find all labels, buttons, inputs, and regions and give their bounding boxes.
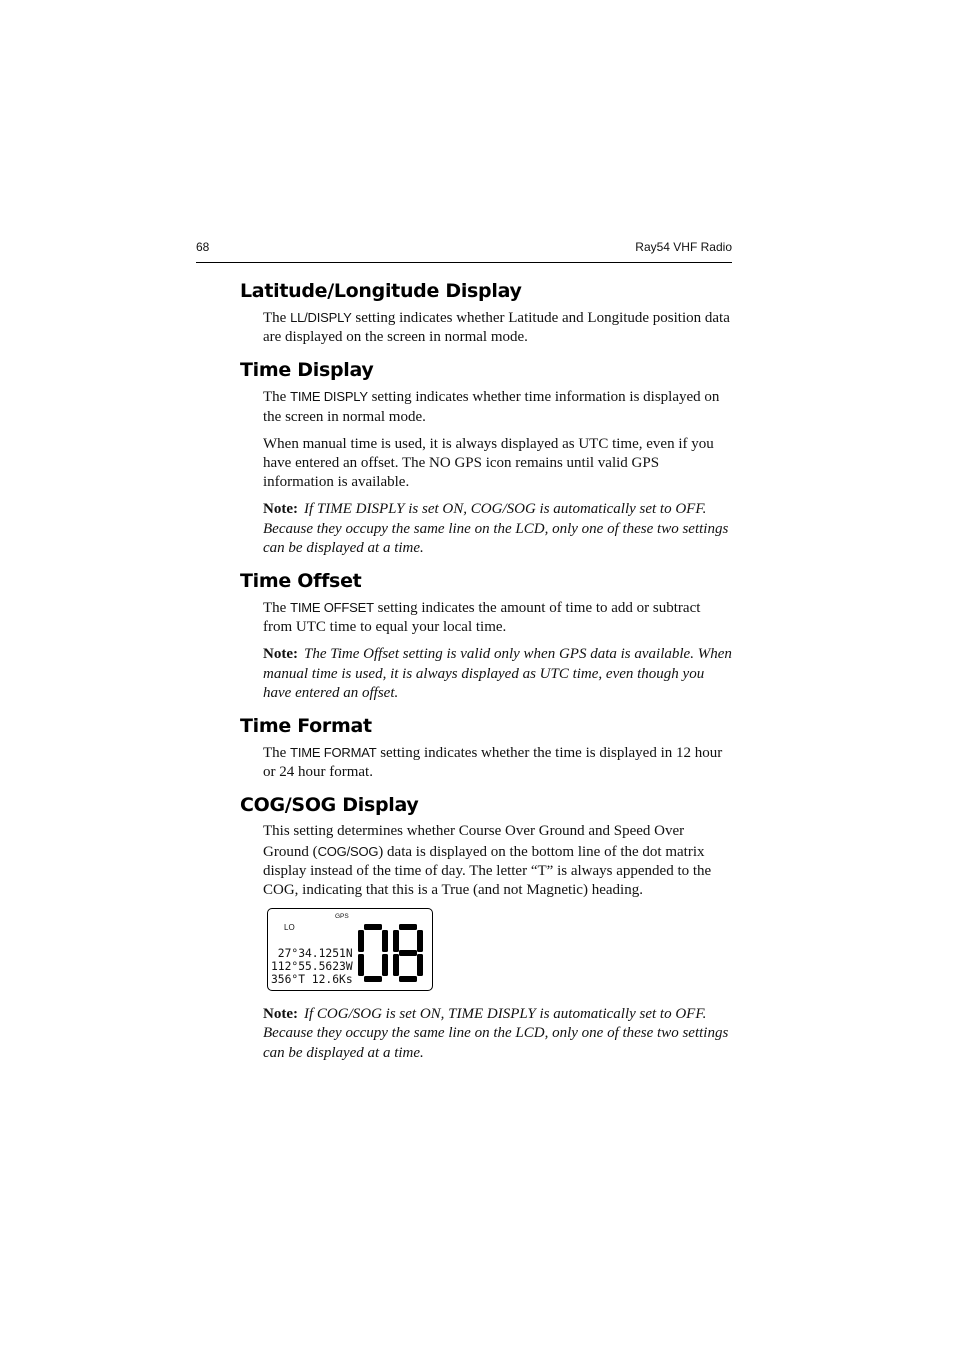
note-label: Note:	[263, 646, 298, 663]
lcd-dot-matrix-lines	[271, 947, 353, 986]
note-time-display: Note: If TIME DISPLY is set ON, COG/SOG is automatically set to OFF. Because they occupy the same line on the LCD, only one of these two settings can be displayed at a time.	[263, 501, 729, 556]
lcd-digit-segment	[417, 930, 423, 952]
section-latlon-display	[240, 280, 732, 347]
note-label: Note:	[263, 1006, 298, 1023]
lcd-digit-segment	[399, 950, 417, 956]
section-time-display	[240, 359, 732, 558]
lcd-digit-segment	[364, 976, 382, 982]
paragraph-cog-sog: This setting determines whether Course Over Ground and Speed Over Ground (COG/SOG) data is displayed on the bottom line of the dot matrix display instead of the time of day. The letter “T” is always appended to the COG, indicating that this is a True (and not Magnetic) heading.	[263, 823, 712, 899]
lcd-digit-segment	[399, 976, 417, 982]
lcd-longitude-line: 112°55.5623W	[271, 960, 353, 974]
lcd-digit-segment	[393, 930, 399, 952]
keyword-time-offset: TIME OFFSET	[290, 600, 374, 616]
lcd-digit-segment	[358, 930, 364, 952]
keyword-time-format: TIME FORMAT	[290, 745, 377, 761]
section-cog-sog-display	[240, 794, 732, 1062]
paragraph-time-display-1: The TIME DISPLY setting indicates whether time information is displayed on the screen in normal mode.	[263, 389, 720, 425]
paragraph-time-offset: The TIME OFFSET setting indicates the amount of time to add or subtract from UTC time to equal your local time.	[263, 600, 701, 636]
lcd-digit-segment	[382, 954, 388, 976]
lcd-latitude-line: 27°34.1251N	[271, 947, 353, 961]
lcd-lo-indicator: LO	[284, 923, 295, 933]
keyword-cog-sog: COG/SOG	[317, 843, 379, 859]
paragraph-time-format: The TIME FORMAT setting indicates whether the time is displayed in 12 hour or 24 hour format.	[263, 745, 723, 781]
paragraph-latlon: The LL/DISPLY setting indicates whether Latitude and Longitude position data are displayed on the screen in normal mode.	[263, 310, 730, 346]
lcd-display-illustration	[267, 908, 433, 991]
paragraph-time-display-2: When manual time is used, it is always displayed as UTC time, even if you have entered an offset. The NO GPS icon remains until valid GPS information is available.	[263, 435, 714, 491]
note-label: Note:	[263, 501, 298, 518]
heading-cog-sog-display: COG/SOG Display	[240, 794, 419, 817]
manual-title: Ray54 VHF Radio	[635, 240, 732, 254]
keyword-time-disply: TIME DISPLY	[290, 389, 368, 405]
lcd-gps-indicator: GPS	[335, 913, 349, 921]
lcd-digit-segment	[382, 930, 388, 952]
heading-time-format: Time Format	[240, 715, 372, 738]
lcd-digit-segment	[358, 954, 364, 976]
heading-latlon-display: Latitude/Longitude Display	[240, 280, 522, 302]
lcd-channel-digits	[356, 922, 424, 984]
lcd-digit-segment	[364, 924, 382, 930]
lcd-digit-segment	[417, 954, 423, 976]
section-time-offset	[240, 570, 732, 703]
page-number: 68	[196, 240, 210, 254]
heading-time-offset: Time Offset	[240, 570, 362, 593]
note-time-offset: Note: The Time Offset setting is valid only when GPS data is available. When manual time is used, it is always displayed as UTC time, even though you have entered an offset.	[263, 646, 732, 701]
heading-time-display: Time Display	[240, 359, 374, 382]
note-cog-sog: Note: If COG/SOG is set ON, TIME DISPLY is automatically set to OFF. Because they occupy the same line on the LCD, only one of these two settings can be displayed at a time.	[263, 1006, 729, 1061]
lcd-digit-segment	[393, 954, 399, 976]
section-time-format	[240, 715, 732, 782]
page-content	[240, 280, 732, 1075]
lcd-digit-segment	[399, 924, 417, 930]
lcd-cog-sog-line: 356°T 12.6Ks	[271, 973, 353, 987]
page-header	[196, 238, 732, 263]
keyword-ll-disply: LL/DISPLY	[290, 310, 352, 325]
